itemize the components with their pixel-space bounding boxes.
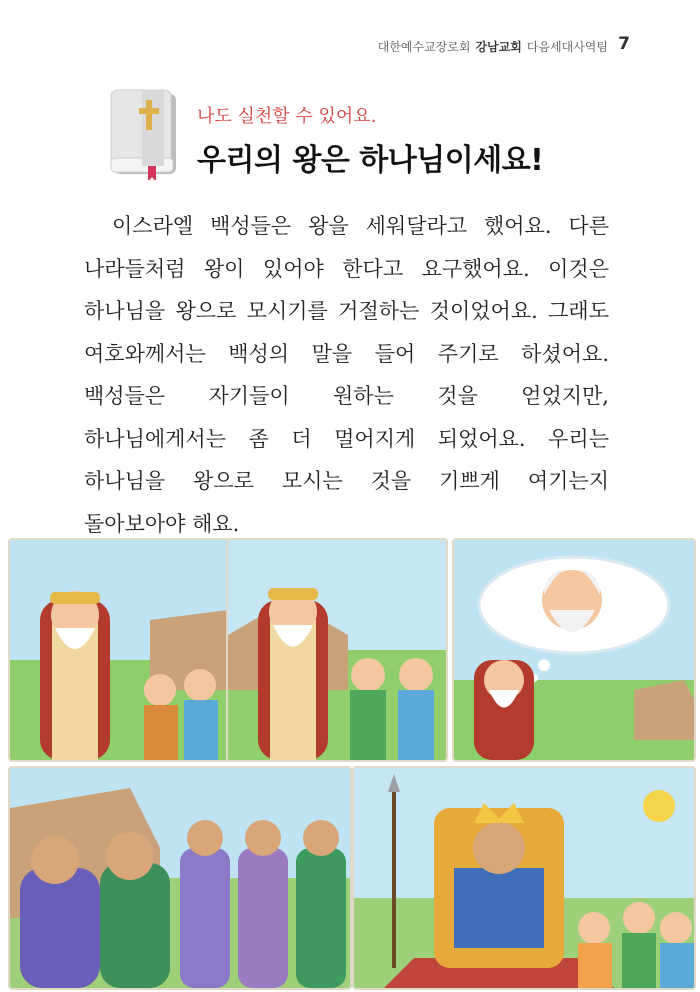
body-paragraph: 이스라엘 백성들은 왕을 세워달라고 했어요. 다른 나라들처럼 왕이 있어야 한다고 요구했어요. 이것은 하나님을 왕으로 모시기를 거절하는 것이었어요. 그래도 여호와께서는 백성의 말을 들어 주기로 하셨어요. 백성들은 자기들이 원하는 것을 얻었지만, 하나님에게서는 좀 더 멀어지게 되었어요. 우리는 하나님을 왕으로 모시는 것을 기쁘게 여기는지 돌아보아야 해요.	[84, 214, 609, 536]
illustration-panel-2	[226, 538, 448, 762]
header-ministry: 다음세대사역팀	[526, 40, 608, 54]
illustration-panel-3	[452, 538, 696, 762]
header-church: 강남교회	[475, 40, 522, 54]
page-header	[377, 34, 630, 55]
illustration-panel-1	[8, 538, 230, 762]
bible-book-icon	[108, 88, 180, 180]
section-title: 우리의 왕은 하나님이세요!	[197, 143, 544, 178]
page-number: 7	[618, 34, 630, 54]
section-subtitle: 나도 실천할 수 있어요.	[197, 106, 377, 127]
header-org: 대한예수교장로회	[377, 40, 471, 54]
illustration-panel-4	[8, 766, 352, 990]
illustration-panel-5	[352, 766, 696, 990]
